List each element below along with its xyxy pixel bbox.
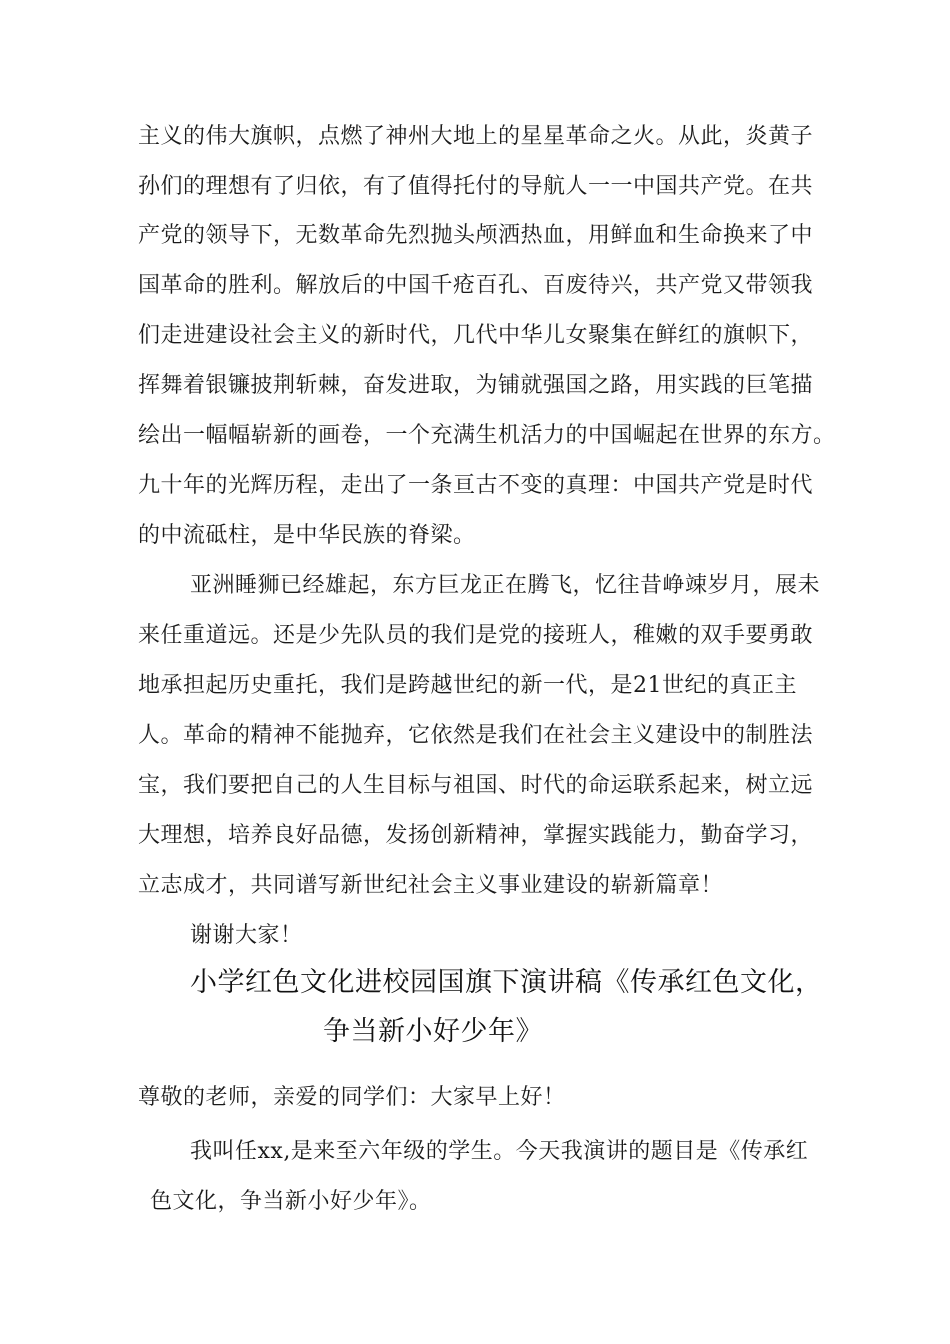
text-line: 色文化，争当新小好少年》。 — [150, 1189, 432, 1214]
text-line: 国革命的胜利。解放后的中国千疮百孔、百废待兴，共产党又带领我 — [138, 273, 814, 298]
title-line: 争当新小好少年》 — [323, 1016, 543, 1047]
text-line: 绘出一幅幅崭新的画卷，一个充满生机活力的中国崛起在世界的东方。 — [138, 423, 836, 448]
text-line: 们走进建设社会主义的新时代，几代中华儿女聚集在鲜红的旗帜下， — [138, 323, 814, 348]
text-line: 大理想，培养良好品德，发扬创新精神，掌握实践能力，勤奋学习， — [138, 823, 814, 848]
text-line: 我叫任xx,是来至六年级的学生。今天我演讲的题目是《传承红 — [190, 1139, 809, 1164]
text-line: 产党的领导下，无数革命先烈抛头颅洒热血，用鲜血和生命换来了中 — [138, 223, 814, 248]
text-line: 来任重道远。还是少先队员的我们是党的接班人，稚嫩的双手要勇敢 — [138, 623, 814, 648]
text-line: 人。革命的精神不能抛弃，它依然是我们在社会主义建设中的制胜法 — [138, 723, 814, 748]
text-line: 九十年的光辉历程，走出了一条亘古不变的真理：中国共产党是时代 — [138, 473, 814, 498]
text-line: 亚洲睡狮已经雄起，东方巨龙正在腾飞，忆往昔峥竦岁月，展未 — [190, 573, 821, 598]
text-line: 挥舞着银镰披荆斩棘，奋发进取，为铺就强国之路，用实践的巨笔描 — [138, 373, 814, 398]
text-line: 主义的伟大旗帜，点燃了神州大地上的星星革命之火。从此，炎黄子 — [138, 124, 814, 149]
text-line: 地承担起历史重托，我们是跨越世纪的新一代，是21世纪的真正主 — [138, 673, 797, 698]
greeting-line: 尊敬的老师，亲爱的同学们：大家早上好！ — [138, 1085, 566, 1110]
text-line: 孙们的理想有了归依，有了值得托付的导航人一一中国共产党。在共 — [138, 174, 814, 199]
text-line: 立志成才，共同谱写新世纪社会主义事业建设的崭新篇章！ — [138, 873, 724, 898]
title-line: 小学红色文化进校园国旗下演讲稿《传承红色文化， — [190, 967, 823, 998]
text-line: 宝，我们要把自己的人生目标与祖国、时代的命运联系起来，树立远 — [138, 773, 814, 798]
thanks-line: 谢谢大家！ — [190, 923, 303, 948]
text-line: 的中流砥柱，是中华民族的脊梁。 — [138, 523, 476, 548]
